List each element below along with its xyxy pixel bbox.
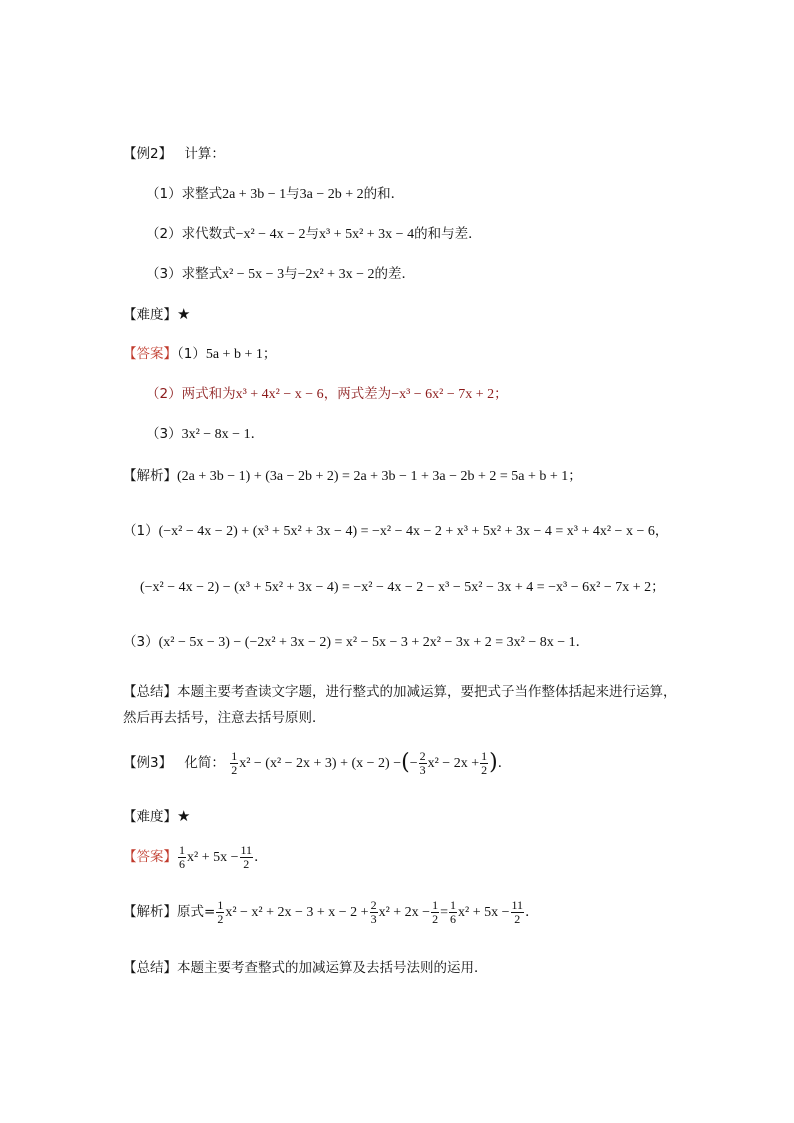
ex3-task: 化简： bbox=[184, 755, 225, 771]
a3-post: ． bbox=[250, 426, 265, 442]
s2-prefix: （1） bbox=[123, 523, 159, 539]
s4-prefix: （3） bbox=[123, 634, 159, 650]
answer-label: 【答案】 bbox=[123, 849, 177, 865]
ex2-summary-2 bbox=[123, 708, 326, 728]
analysis-post: ． bbox=[525, 904, 539, 920]
ex3-header bbox=[123, 748, 511, 779]
ex2-difficulty bbox=[123, 304, 190, 325]
fraction-eleven-halves: $\frac{11}{2}$ bbox=[511, 897, 524, 926]
fraction-half-2: $\frac{1}{2}$ bbox=[481, 748, 488, 777]
summary-text-1: 本题主要考查读文字题，进行整式的加减运算，要把式子当作整体括起来进行运算， bbox=[177, 684, 677, 700]
q2-prefix: （2）求代数式 bbox=[146, 226, 236, 242]
summary-text-2: 然后再去括号，注意去括号原则． bbox=[123, 710, 326, 726]
ex2-q1 bbox=[146, 184, 404, 205]
fraction-sixth: $\frac{1}{6}$ bbox=[450, 897, 456, 926]
fraction-half: $\frac{1}{2}$ bbox=[217, 897, 224, 926]
a2-expr2: −x³ − 6x² − 7x + 2 bbox=[391, 387, 495, 402]
s3-expr: (−x² − 4x − 2) − (x³ + 5x² + 3x − 4) = −x² − 4x − 2 − x³ − 5x² − 3x + 4 = −x³ − 6x² − 7x + 2 bbox=[140, 580, 652, 595]
a1-expr: 5a + b + 1 bbox=[205, 347, 263, 362]
ex2-label: 【例2】 bbox=[123, 146, 173, 162]
a2-expr1: x³ + 4x² − x − 6 bbox=[235, 387, 324, 402]
q1-expr1: 2a + 3b − 1 bbox=[222, 187, 287, 202]
ex2-analysis-4 bbox=[123, 632, 589, 653]
analysis-label: 【解析】 bbox=[123, 468, 177, 484]
q1-expr2: 3a − 2b + 2 bbox=[299, 187, 364, 202]
summary-label: 【总结】 bbox=[123, 960, 177, 976]
ex2-answer-2 bbox=[146, 384, 508, 405]
s4-post: ． bbox=[575, 634, 590, 650]
a2-text2: 两式差为 bbox=[337, 386, 392, 402]
q2-mid: 与 bbox=[305, 226, 319, 242]
analysis-expr-3: x² + 5x − bbox=[458, 905, 510, 920]
ex3-expr-2: x² − 2x + bbox=[427, 756, 480, 771]
q1-prefix: （1）求整式 bbox=[146, 186, 223, 202]
s1-expr: (2a + 3b − 1) + (3a − 2b + 2) = 2a + 3b − 1 + 3a − 2b + 2 = 5a + b + 1 bbox=[177, 469, 569, 484]
q1-post: 的和． bbox=[363, 186, 405, 202]
equals-sign: = bbox=[440, 905, 448, 920]
summary-label: 【总结】 bbox=[123, 684, 177, 700]
q3-expr2: −2x² + 3x − 2 bbox=[297, 267, 375, 282]
a2-prefix: （2） bbox=[146, 386, 182, 402]
ex3-analysis bbox=[123, 897, 539, 928]
fraction-half-2: $\frac{1}{2}$ bbox=[432, 897, 439, 926]
s2-expr: (−x² − 4x − 2) + (x³ + 5x² + 3x − 4) = −x² − 4x − 2 + x³ + 5x² + 3x − 4 = x³ + 4x² − x − 6 bbox=[158, 524, 655, 539]
a1-prefix: （1） bbox=[177, 346, 206, 362]
a2-sep: ， bbox=[323, 386, 338, 402]
fraction-sixth: $\frac{1}{6}$ bbox=[179, 842, 185, 871]
a2-post: ； bbox=[494, 386, 508, 402]
ex3-answer-expr: x² + 5x − bbox=[187, 850, 239, 865]
difficulty-label: 【难度】 bbox=[123, 307, 177, 323]
q3-expr1: x² − 5x − 3 bbox=[222, 267, 285, 282]
analysis-label: 【解析】 bbox=[123, 904, 177, 920]
q2-expr1: −x² − 4x − 2 bbox=[235, 227, 306, 242]
ex2-task: 计算： bbox=[184, 146, 225, 162]
left-paren: ( bbox=[401, 750, 410, 775]
analysis-text: 原式= bbox=[177, 904, 216, 920]
ex3-answer bbox=[123, 842, 268, 873]
ex2-answer-3 bbox=[146, 424, 264, 445]
ex2-answer-1 bbox=[123, 344, 276, 365]
answer-label: 【答案】 bbox=[123, 346, 177, 362]
q2-post: 的和与差． bbox=[414, 226, 482, 242]
analysis-expr-2: x² + 2x − bbox=[378, 905, 431, 920]
summary-text: 本题主要考查整式的加减运算及去括号法则的运用． bbox=[177, 960, 488, 976]
ex3-expr-1: x² − (x² − 2x + 3) + (x − 2) − bbox=[239, 756, 402, 771]
a3-expr: 3x² − 8x − 1 bbox=[181, 427, 251, 442]
fraction-two-thirds: $\frac{2}{3}$ bbox=[419, 748, 426, 777]
ex3-post: ． bbox=[497, 755, 512, 771]
a1-post: ； bbox=[262, 346, 277, 362]
ex3-answer-post: ． bbox=[254, 849, 268, 865]
ex2-q2 bbox=[146, 224, 482, 245]
ex2-header bbox=[123, 144, 225, 164]
star-icon: ★ bbox=[177, 305, 191, 323]
fraction-half: $\frac{1}{2}$ bbox=[231, 748, 238, 777]
ex2-analysis-1 bbox=[123, 466, 582, 487]
s3-post: ； bbox=[651, 579, 665, 595]
ex2-analysis-3 bbox=[140, 577, 665, 598]
a2-text1: 两式和为 bbox=[181, 386, 236, 402]
fraction-eleven-halves: $\frac{11}{2}$ bbox=[240, 842, 253, 871]
ex3-summary bbox=[123, 958, 488, 978]
q3-prefix: （3）求整式 bbox=[146, 266, 223, 282]
right-paren: ) bbox=[489, 750, 498, 775]
s4-expr: (x² − 5x − 3) − (−2x² + 3x − 2) = x² − 5x − 3 + 2x² − 3x + 2 = 3x² − 8x − 1 bbox=[158, 635, 576, 650]
s2-post: ， bbox=[654, 523, 669, 539]
a3-prefix: （3） bbox=[146, 426, 182, 442]
ex2-q3 bbox=[146, 264, 415, 285]
ex2-summary-1 bbox=[123, 682, 677, 702]
ex3-difficulty bbox=[123, 806, 190, 827]
analysis-expr-1: x² − x² + 2x − 3 + x − 2 + bbox=[225, 905, 369, 920]
q3-mid: 与 bbox=[284, 266, 298, 282]
s1-post: ； bbox=[568, 468, 582, 484]
fraction-two-thirds: $\frac{2}{3}$ bbox=[370, 897, 377, 926]
minus-sign: − bbox=[409, 756, 418, 771]
ex2-analysis-2 bbox=[123, 521, 668, 542]
ex3-label: 【例3】 bbox=[123, 755, 173, 771]
difficulty-label: 【难度】 bbox=[123, 809, 177, 825]
q1-mid: 与 bbox=[286, 186, 300, 202]
q3-post: 的差． bbox=[374, 266, 415, 282]
star-icon: ★ bbox=[177, 807, 191, 825]
q2-expr2: x³ + 5x² + 3x − 4 bbox=[318, 227, 415, 242]
